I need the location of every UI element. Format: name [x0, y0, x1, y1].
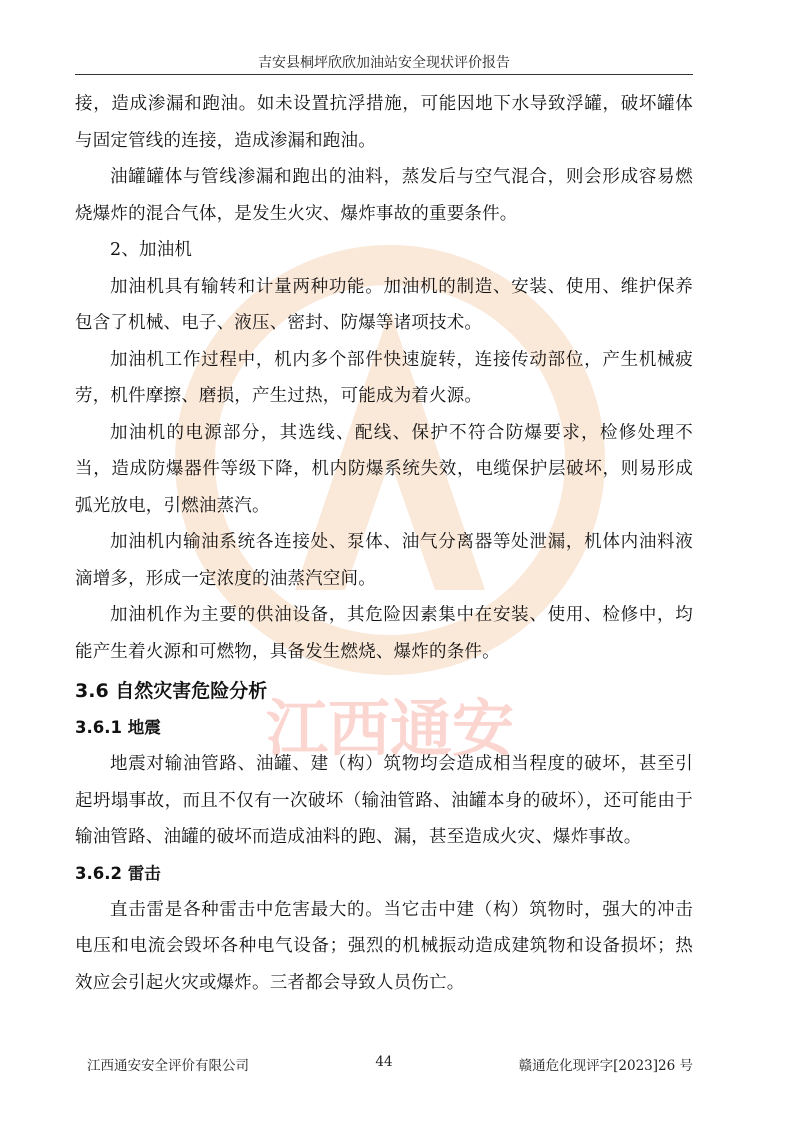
page-body	[75, 86, 693, 1001]
section-heading-3-6: 3.6 自然灾害危险分析	[75, 680, 268, 702]
footer-doc-number: 赣通危化现评字[2023]26 号	[518, 1058, 693, 1074]
paragraph-dispenser-leakage: 加油机内输油系统各连接处、泵体、油气分离器等处泄漏，机体内油料液滴增多，形成一定浓度的油蒸汽空间。	[75, 532, 693, 589]
section-heading-3-6-1: 3.6.1 地震	[75, 718, 161, 737]
paragraph-tank-float: 接，造成渗漏和跑油。如未设置抗浮措施，可能因地下水导致浮罐，破坏罐体与固定管线的连接，造成渗漏和跑油。	[75, 94, 693, 151]
paragraph-dispenser-functions: 加油机具有输转和计量两种功能。加油机的制造、安装、使用、维护保养包含了机械、电子、液压、密封、防爆等诸项技术。	[75, 276, 693, 333]
paragraph-dispenser-operation: 加油机工作过程中，机内多个部件快速旋转，连接传动部位，产生机械疲劳，机件摩擦、磨损，产生过热，可能成为着火源。	[75, 349, 693, 406]
footer-company: 江西通安安全评价有限公司	[87, 1058, 249, 1074]
subheading-fuel-dispenser: 2、加油机	[110, 240, 193, 260]
paragraph-tank-leak: 油罐罐体与管线渗漏和跑出的油料，蒸发后与空气混合，则会形成容易燃烧爆炸的混合气体，是发生火灾、爆炸事故的重要条件。	[75, 167, 693, 224]
seal-logo-text: 江西通安	[265, 692, 515, 765]
section-heading-3-6-2: 3.6.2 雷击	[75, 863, 161, 883]
paragraph-dispenser-power: 加油机的电源部分，其选线、配线、保护不符合防爆要求，检修处理不当，造成防爆器件等级下降，机内防爆系统失效，电缆保护层破坏，则易形成弧光放电，引燃油蒸汽。	[75, 422, 693, 516]
header-rule	[75, 74, 693, 75]
footer-page-number: 44	[375, 1054, 393, 1070]
paragraph-earthquake: 地震对输油管路、油罐、建（构）筑物均会造成相当程度的破坏，甚至引起坍塌事故，而且不仅有一次破坏（输油管路、油罐本身的破坏），还可能由于输油管路、油罐的破坏而造成油料的跑、漏，甚至造成火灾、爆炸事故。	[75, 754, 693, 847]
running-header: 吉安县桐坪欣欣加油站安全现状评价报告	[258, 55, 510, 71]
paragraph-dispenser-hazards: 加油机作为主要的供油设备，其危险因素集中在安装、使用、检修中，均能产生着火源和可燃物，具备发生燃烧、爆炸的条件。	[75, 605, 693, 662]
paragraph-lightning: 直击雷是各种雷击中危害最大的。当它击中建（构）筑物时，强大的冲击电压和电流会毁坏各种电气设备；强烈的机械振动造成建筑物和设备损坏；热效应会引起火灾或爆炸。三者都会导致人员伤亡。	[75, 899, 693, 993]
